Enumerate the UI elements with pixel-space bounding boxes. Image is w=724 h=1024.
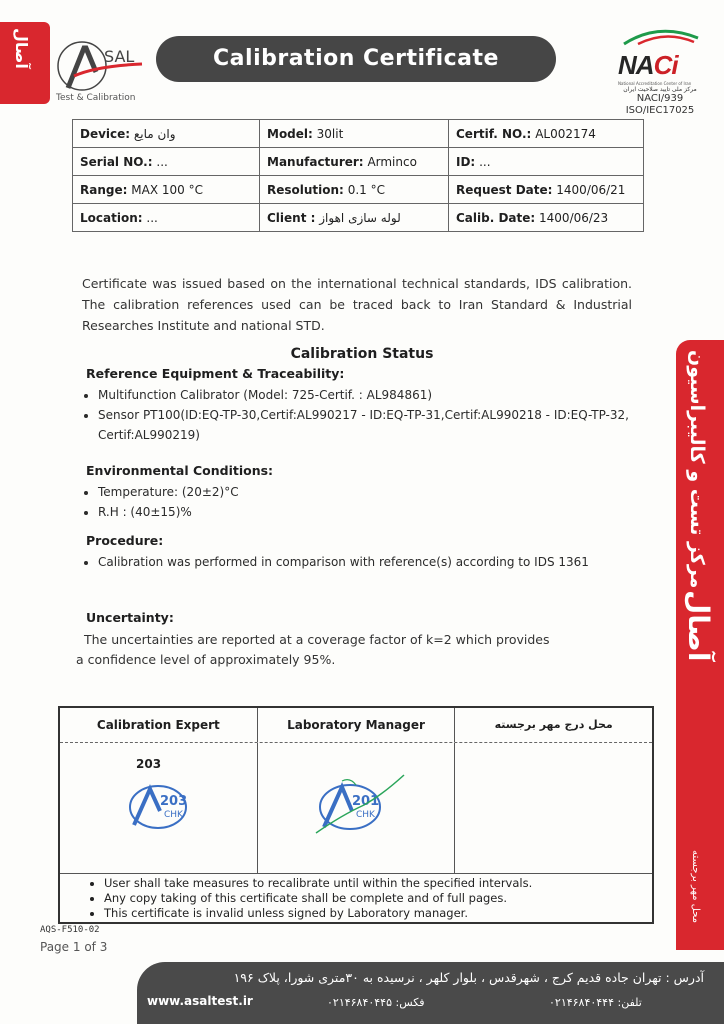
resolution-cell — [260, 176, 449, 204]
footer-address: آدرس : تهران جاده قدیم کرج ، شهرقدس ، بلوار کلهر ، نرسیده به ۳۰متری شورا، پلاک ۱۹۶ — [233, 970, 704, 985]
page-number: Page 1 of 3 — [40, 940, 108, 954]
iso-standard: ISO/IEC17025 — [625, 105, 695, 116]
list-item: • This certificate is invalid unless signed by Laboratory manager. — [104, 906, 532, 921]
id-value: ... — [479, 154, 491, 169]
expert-stamp-number: 203 — [136, 757, 162, 771]
device-info-table — [72, 119, 644, 232]
location-value: ... — [146, 210, 158, 225]
manager-stamp-code: 201 — [351, 794, 379, 809]
naci-code: NACI/939 — [636, 93, 684, 104]
list-item: • Calibration was performed in comparison with reference(s) according to IDS 1361 — [98, 552, 658, 572]
serial-label: Serial NO.: — [80, 154, 153, 169]
manager-signature-cell — [258, 743, 456, 873]
id-label: ID: — [456, 154, 476, 169]
table-row — [73, 176, 644, 204]
request-date-value: 1400/06/21 — [556, 182, 626, 197]
range-cell — [73, 176, 260, 204]
range-value: MAX 100 °C — [131, 182, 203, 197]
naci-fa-text: مرکز ملی تایید صلاحیت ایران — [623, 86, 697, 93]
naci-mark-left: NA — [618, 50, 654, 80]
device-value: وان مایع — [133, 126, 176, 141]
serial-cell — [73, 148, 260, 176]
request-date-cell — [449, 176, 644, 204]
right-band-stamp-label: محل مهر برجسته — [690, 850, 701, 924]
list-item: • Any copy taking of this certificate shall be complete and of full pages. — [104, 891, 532, 906]
right-band-brand: آصال — [682, 590, 715, 662]
expert-signature-cell — [60, 743, 258, 873]
calib-date-value: 1400/06/23 — [539, 210, 609, 225]
id-cell — [449, 148, 644, 176]
naci-mark-right: Ci — [653, 50, 678, 80]
list-item: • R.H : (40±15)% — [98, 502, 239, 522]
table-row — [73, 204, 644, 232]
model-label: Model: — [267, 126, 313, 141]
calib-date-cell — [449, 204, 644, 232]
footer-tel: تلفن: ۰۲۱۴۶۸۴۰۴۴۴ — [549, 996, 642, 1009]
embossed-seal-cell — [455, 743, 652, 873]
resolution-value: 0.1 °C — [347, 182, 385, 197]
uncertainty-heading: Uncertainty: — [86, 610, 174, 625]
client-label: Client : — [267, 210, 316, 225]
side-tab-text: آصال — [12, 28, 31, 69]
list-item: • Multifunction Calibrator (Model: 725-Certif. : AL984861) — [98, 385, 694, 405]
environment-list — [76, 482, 239, 522]
naci-logo-text — [618, 50, 702, 81]
list-item: • User shall take measures to recalibrate until within the specified intervals. — [104, 876, 532, 891]
range-label: Range: — [80, 182, 128, 197]
reference-heading: Reference Equipment & Traceability: — [86, 366, 345, 381]
location-cell — [73, 204, 260, 232]
signature-header — [60, 708, 652, 743]
page-title: Calibration Certificate — [156, 36, 556, 82]
signature-body — [60, 743, 652, 874]
manufacturer-cell — [260, 148, 449, 176]
expert-stamp-chk: CHK — [164, 810, 183, 820]
certif-cell — [449, 120, 644, 148]
resolution-label: Resolution: — [267, 182, 344, 197]
device-label: Device: — [80, 126, 131, 141]
calib-date-label: Calib. Date: — [456, 210, 536, 225]
model-value: 30lit — [316, 126, 344, 141]
embossed-seal-heading: محل درج مهر برجسته — [494, 718, 613, 731]
uncertainty-line-2: a confidence level of approximately 95%. — [76, 652, 336, 667]
list-item: • Temperature: (20±2)°C — [98, 482, 239, 502]
client-cell — [260, 204, 449, 232]
device-cell — [73, 120, 260, 148]
certif-label: Certif. NO.: — [456, 126, 532, 141]
serial-value: ... — [156, 154, 168, 169]
reference-list — [76, 385, 694, 445]
manager-stamp-chk: CHK — [355, 810, 375, 820]
request-date-label: Request Date: — [456, 182, 553, 197]
model-cell — [260, 120, 449, 148]
naci-badge — [618, 28, 702, 123]
right-band-title: مرکز تست و کالیبراسیون — [686, 350, 708, 589]
table-row — [73, 148, 644, 176]
logo-brand: SAL — [104, 47, 135, 66]
laboratory-manager-heading: Laboratory Manager — [258, 708, 456, 742]
notes-list — [82, 876, 532, 921]
location-label: Location: — [80, 210, 143, 225]
environment-heading: Environmental Conditions: — [86, 463, 274, 478]
website-link[interactable]: www.asaltest.ir — [147, 994, 253, 1008]
calibration-status-title: Calibration Status — [290, 346, 434, 362]
procedure-list — [76, 552, 658, 572]
logo-subtitle: Test & Calibration — [56, 93, 136, 103]
side-tab — [0, 22, 50, 104]
expert-stamp-code: 203 — [160, 794, 188, 809]
certif-value: AL002174 — [535, 126, 596, 141]
procedure-heading: Procedure: — [86, 533, 164, 548]
client-value: لوله سازی اهواز — [319, 210, 401, 225]
form-code: AQS-F510-02 — [40, 925, 100, 935]
uncertainty-text — [76, 630, 616, 670]
footer — [137, 962, 724, 1024]
manufacturer-label: Manufacturer: — [267, 154, 364, 169]
calibration-expert-heading: Calibration Expert — [60, 708, 258, 742]
naci-swoosh-icon — [618, 28, 702, 46]
table-row — [73, 120, 644, 148]
right-side-band — [676, 340, 724, 950]
intro-paragraph: Certificate was issued based on the international technical standards, IDS calibration. The calibration references used can be traced back to Iran Standard & Industrial Researches Institute and national STD. — [82, 276, 632, 333]
manager-stamp — [312, 771, 412, 837]
list-item: • Sensor PT100(ID:EQ-TP-30,Certif:AL990217 - ID:EQ-TP-31,Certif:AL990218 - ID:EQ-TP-32, Certif:AL990219) — [98, 405, 694, 445]
manufacturer-value: Arminco — [367, 154, 417, 169]
naci-small-text: National Accreditation Center of Iran — [618, 81, 692, 86]
expert-stamp — [126, 781, 196, 831]
uncertainty-line-1: The uncertainties are reported at a coverage factor of k=2 which provides — [84, 632, 550, 647]
footer-fax: فکس: ۰۲۱۴۶۸۴۰۴۴۵ — [327, 996, 425, 1009]
